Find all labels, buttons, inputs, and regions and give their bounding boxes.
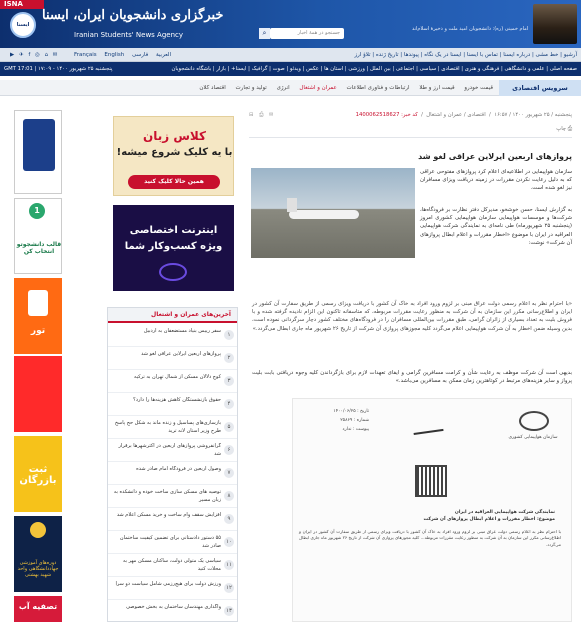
letter-fields: تاریخ : ۱۴۰۰/۰۶/۲۵ شماره : ۲۵۸۶۹ پیوست : ندارد: [333, 409, 369, 432]
latest-news-text[interactable]: ورزش دولت برای هیچ‌رزمی شامل سیاست دو سرا: [115, 581, 221, 587]
article-tools[interactable]: ✉ ⎙ ⊟: [249, 112, 276, 118]
latest-news-item[interactable]: [108, 463, 237, 485]
latest-news-item[interactable]: [108, 532, 237, 554]
ad-template-label: قالب دانشجوتو انتخاب کن: [16, 241, 62, 255]
leader-photo: [533, 4, 577, 44]
article-meta-line: پنجشنبه / ۲۵ شهریور ۱۴۰۰ / ۱۶:۵۷ / اقتصادی / عمران و اشتغال / کد خبر: 1400062518627: [355, 112, 572, 118]
ad-merchant-label: ثبت بازرگان: [19, 464, 57, 486]
latest-news-item[interactable]: [108, 417, 237, 439]
social-icons[interactable]: ▶ ✈ f ◎ ⌂ ✉: [10, 52, 59, 58]
latest-news-text[interactable]: سفر رییس بنیاد مستضعفان به اردبیل: [143, 328, 221, 334]
latest-news-text[interactable]: افزایش سقف وام ساخت و خرید مسکن اعلام شد: [116, 512, 221, 518]
suitcase-icon: [28, 290, 48, 316]
signature-mark: [412, 421, 443, 435]
latest-news-number: ۱۳: [224, 606, 234, 616]
ad-class-title: کلاس زبان: [143, 129, 206, 143]
latest-news-number: ۶: [224, 445, 234, 455]
latest-news-item[interactable]: [108, 440, 237, 462]
ad-water-label: تصفیه آب: [18, 602, 58, 611]
latest-news-text[interactable]: سیاسی یک متولی دولت، ساکنان مسکن مهر به محلات کنید: [122, 558, 221, 572]
latest-news-text[interactable]: گرانفروشی پروازهای اربعین در اکثرشهرها برقرار شد: [118, 443, 221, 457]
phone-icon: [23, 119, 55, 171]
latest-news-number: ۱۰: [224, 537, 234, 547]
latest-news-item[interactable]: [108, 578, 237, 600]
latest-news-text[interactable]: کوچ دلالان مسکن از شمال تهران به ترکیه: [134, 374, 221, 380]
latest-news-number: ۱۲: [224, 583, 234, 593]
isna-logo[interactable]: ایسنا: [10, 12, 36, 38]
qr-code-icon: [415, 465, 447, 497]
tab-ict[interactable]: ارتباطات و فناوری اطلاعات: [346, 85, 410, 91]
latest-news-text[interactable]: واگذاری مهندسان ساختمان به بخش خصوصی: [126, 604, 221, 610]
top-utility-nav: [0, 48, 581, 62]
latest-news-title[interactable]: آخرین‌های عمران و اشتغال: [108, 308, 237, 323]
site-header: [0, 0, 581, 48]
article-category[interactable]: اقتصادی / عمران و اشتغال: [426, 112, 486, 118]
lang-french[interactable]: Français: [74, 52, 97, 58]
latest-news-number: ۲: [224, 353, 234, 363]
lang-arabic[interactable]: العربیة: [155, 52, 171, 58]
lang-persian[interactable]: فارسی: [132, 52, 149, 58]
official-letter-image[interactable]: [292, 398, 572, 622]
number-badge: 1: [29, 203, 45, 219]
latest-news-number: ۳: [224, 376, 234, 386]
tab-macro[interactable]: قیمت خودرو: [464, 85, 493, 91]
article-lead: سازمان هواپیمایی در اطلاعیه‌ای اعلام کرد پروازهای مفتوحی عراقی که به دلیل رعایت نکردن مقررات در زمینه دریافت ویزای مسافران نیز لغو شده است.: [420, 169, 572, 192]
latest-news-text[interactable]: حقوق بازنشستگان کاهش هزینه‌ها را دارد؟: [133, 397, 221, 403]
tab-economy[interactable]: اقتصاد کلان: [199, 85, 226, 91]
article-code: کد خبر: 1400062518627: [355, 112, 418, 118]
letter-title: نمایندگی شرکت هواپیمایی العراقیه در ایران موضوع: اخطار مقررات و اعلام ابطال پروازهای آن شرکت: [423, 510, 555, 522]
article-headline: پروازهای اربعین ایرلاین عراقی لغو شد: [418, 152, 572, 161]
jahad-logo-icon: [30, 522, 46, 538]
latest-news-text[interactable]: ۵۵ دستور دادستانی برای تضمین کیفیت ساختمان صادر شد: [119, 535, 221, 549]
latest-news-item[interactable]: [108, 509, 237, 531]
tab-trade[interactable]: تولید و تجارت: [235, 85, 267, 91]
category-links[interactable]: صفحه اصلی | علمی و دانشگاهی | فرهنگی و هنری | اقتصادی | سیاسی | اجتماعی | بین الملل | ورزشی | استان ها | عکس | ویدئو | صوت | گرافیک | ایسنا+ | بازار | باشگاه دانشجویان: [171, 66, 577, 72]
latest-news-item[interactable]: [108, 486, 237, 508]
site-title-fa[interactable]: خبرگزاری دانشجویان ایران، ایسنا: [42, 8, 224, 23]
letter-body: با احترام نظر به اعلام رسمی دولت عراق مبنی بر لزوم ورود افراد به خاک آن کشور با دریافت ویزای رسمی از طریق سفارت آن کشور در ایران و اطلاع‌رسانی مکرر این سازمان به آن شرکت به منظور رعایت مقررات مربوطه... کلیه مجوزهای پروازی آن شرکت از تاریخ ۲۶ شهریور ماه جاری ابطال می‌گردد.: [299, 529, 561, 547]
section-bar: [0, 80, 581, 96]
ad-merchant[interactable]: [14, 436, 62, 512]
latest-news-item[interactable]: [108, 325, 237, 347]
tab-energy[interactable]: انرژی: [276, 85, 290, 91]
isna-ribbon: ISNA: [0, 0, 44, 9]
ad-jahad[interactable]: [14, 516, 62, 592]
latest-news-item[interactable]: [108, 371, 237, 393]
lang-english[interactable]: English: [104, 52, 125, 58]
ad-app[interactable]: [14, 110, 62, 194]
ad-tour-label: تور: [30, 326, 46, 336]
print-button[interactable]: ⎙ چاپ: [556, 126, 572, 132]
article-photo[interactable]: [251, 168, 415, 258]
ad-net-line2: ویژه کسب‌وکار شما: [124, 241, 223, 252]
ad-red-banner[interactable]: [14, 356, 62, 432]
language-switcher: [74, 48, 177, 62]
section-tabs: [191, 80, 493, 96]
airplane-icon: [289, 210, 359, 219]
ad-jahad-label: دوره‌های آموزشی جهاددانشگاهی واحد شهید بهشتی: [17, 560, 59, 578]
current-date: GMT 17:01 | پنجشنبه ۲۵ شهریور ۱۴۰۰ - ۱۷:۰۹: [4, 66, 113, 72]
article-paragraph-2: به گزارش ایسنا، حسن خوشخو، مدیرکل دفتر نظارت بر فرودگاه‌ها، شرکت‌ها و موسسات هواپیمایی سازمان هواپیمایی کشوری امروز (پنجشنبه ۲۵ شهریورماه) طی نامه‌ای به نمایندگی شرکت هواپیمایی العراقیه در ایران با موضوع «اخطار مقررات و اعلام ابطال پروازهای آن شرکت» نوشت:: [420, 207, 572, 246]
ad-template[interactable]: [14, 198, 62, 274]
article-paragraph-4: بدیهی است آن شرکت موظف به رعایت شأن و کرامت مسافرین گرامی و ایفای تعهدات لازم برای بازگرداندن کلیه وجوه دریافتی بابت بلیت پرواز و سایر هزینه‌های مرتبط در کوتاهترین زمان ممکن به مسافرین می‌باشد.»: [252, 370, 572, 385]
ad-class-button[interactable]: همین حالا کلیک کنید: [128, 175, 220, 189]
latest-news-text[interactable]: بازسازی‌های پساسیل و زنده ماند به شکل حج پاسخ طرح وزیر استان لانه ترید: [114, 420, 221, 434]
ad-class-subtitle: با یه کلیک شروع میشه!: [116, 147, 233, 158]
ad-water[interactable]: [14, 596, 62, 622]
site-title-en: Iranian Students' News Agency: [74, 31, 184, 39]
article-meta: [249, 106, 572, 138]
latest-news-item[interactable]: [108, 394, 237, 416]
latest-news-box: [107, 307, 238, 622]
search-input[interactable]: جستجو در همهٔ اخبار: [270, 28, 344, 39]
latest-news-text[interactable]: پروازهای اربعین ایرلاین عراقی لغو شد: [141, 351, 221, 357]
ad-internet[interactable]: [113, 205, 234, 291]
article-date: پنجشنبه / ۲۵ شهریور ۱۴۰۰ / ۱۶:۵۷: [494, 112, 572, 118]
ad-net-line1: اینترنت اختصاصی: [129, 225, 218, 236]
airplane-tail: [287, 198, 297, 212]
header-slogan: امام خمینی (ره): دانشجویان امید ملت و ذخیرهٔ اسلام‌اند: [412, 26, 529, 32]
latest-news-number: ۱۱: [224, 560, 234, 570]
tab-fx[interactable]: قیمت ارز و طلا: [419, 85, 455, 91]
letter-org: سازمان هواپیمایی کشوری: [508, 435, 558, 440]
article-paragraph-3: «با احترام نظر به اعلام رسمی دولت عراق مبنی بر لزوم ورود افراد به خاک آن کشور با دریافت ویزای رسمی از طریق سفارت آن کشور در ایران و اطلاع‌رسانی مکرر این سازمان به آن شرکت به منظور رعایت مقررات مربوطه، که متاسفانه تاکنون این الزام نادیده گرفته شده و با فروش بلیت به تعداد بسیاری از زائران گرامی، طبق مقررات بین‌المللی مسافران را در فرودگاه‌های مختلف کشور دچار سرگردانی نموده است، بدین وسیله ضمن اخطار به آن شرکت هواپیمایی اعلام می‌گردد کلیه مجوزهای پروازی آن شرکت از تاریخ ۲۶ شهریور ماه جاری ابطال می‌گردد.»: [252, 301, 572, 332]
provider-logo-icon: [159, 263, 187, 281]
latest-news-item[interactable]: [108, 348, 237, 370]
search-icon[interactable]: ⌕: [259, 28, 270, 39]
latest-news-item[interactable]: [108, 555, 237, 577]
latest-news-number: ۹: [224, 514, 234, 524]
latest-news-number: ۷: [224, 468, 234, 478]
latest-news-text[interactable]: وصول اربعین در فرودگاه امام صادر شده: [136, 466, 221, 472]
section-title[interactable]: سرویس اقتصادی: [499, 80, 581, 96]
latest-news-number: ۴: [224, 399, 234, 409]
latest-news-number: ۱: [224, 330, 234, 340]
latest-news-number: ۸: [224, 491, 234, 501]
caa-logo-icon: [519, 411, 549, 431]
latest-news-item[interactable]: [108, 601, 237, 622]
latest-news-text[interactable]: توصیه های مسکن سازی ساخت خوده و دانشکده به زبان مسیر: [113, 489, 221, 503]
latest-news-number: ۵: [224, 422, 234, 432]
tab-construction[interactable]: عمران و اشتغال: [299, 85, 337, 91]
ad-tour[interactable]: [14, 278, 62, 354]
ad-language-class[interactable]: [113, 116, 234, 196]
main-category-nav: [0, 62, 581, 76]
utility-menu[interactable]: آرشیو | خط مشی | درباره ایسنا | تماس با ایسنا | ایسنا در یک نگاه | پیوندها | تاریخ ژنده | تلاؤ ارز: [354, 52, 577, 58]
